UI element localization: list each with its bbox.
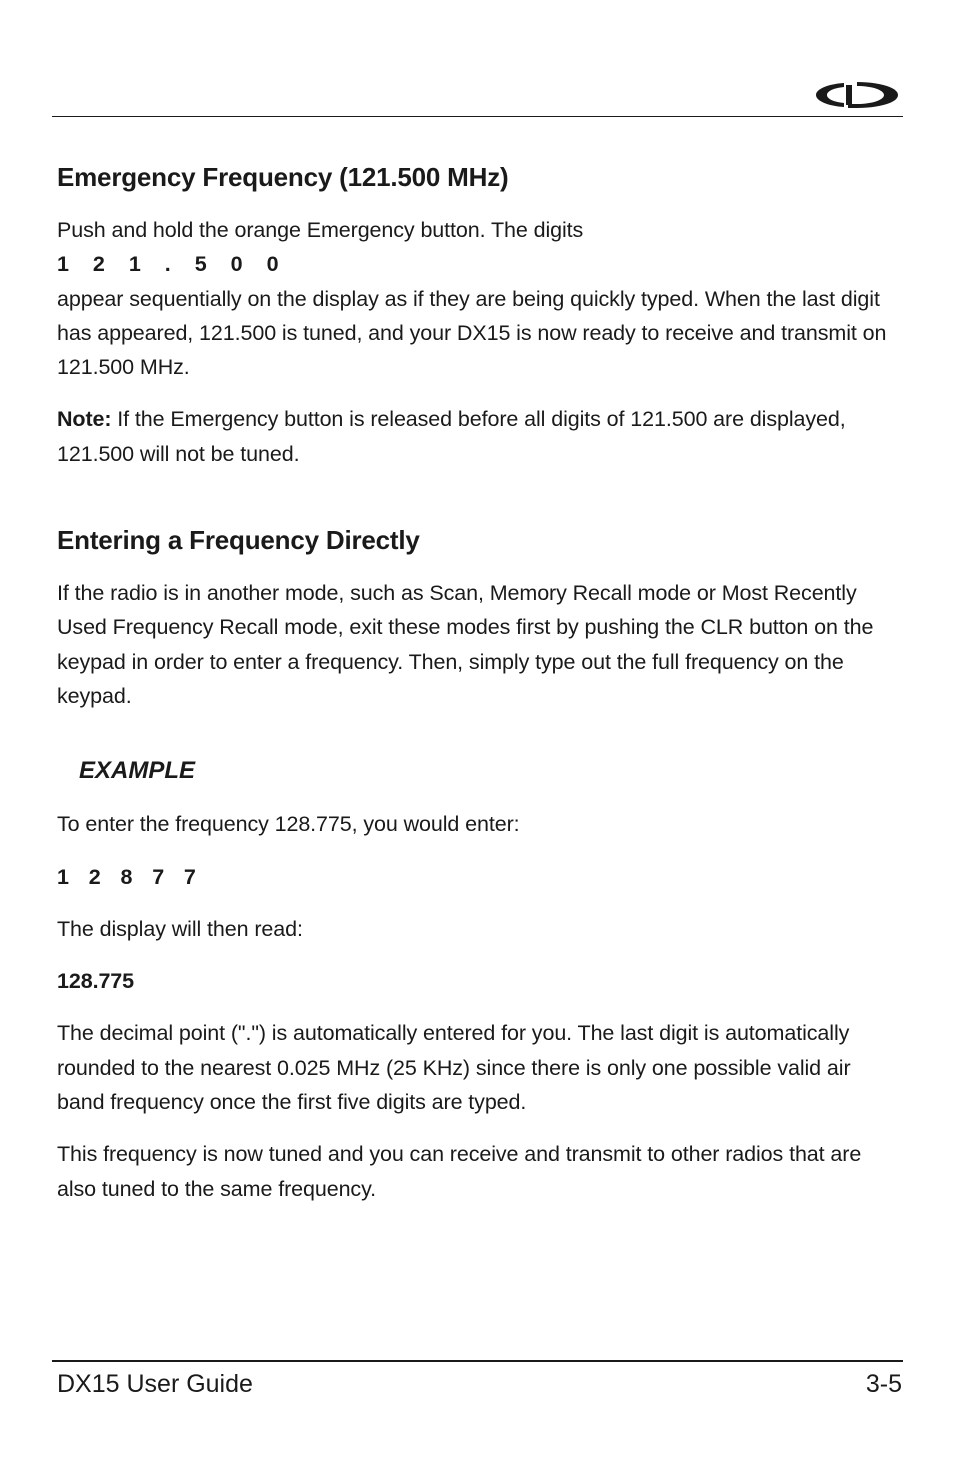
note-text: If the Emergency button is released before all digits of 121.500 are displayed, 121.500 will not be tuned. <box>57 407 846 466</box>
decimal-paragraph: The decimal point (".") is automatically entered for you. The last digit is automatically rounded to the nearest 0.025 MHz (25 KHz) since there is only one possible valid air band frequency once the first five digits are typed. <box>57 1021 851 1115</box>
display-value: 128.775 <box>57 969 135 994</box>
display-intro: The display will then read: <box>57 916 303 941</box>
note-label: Note: <box>57 407 112 432</box>
footer-rule <box>52 1360 903 1362</box>
section-title-direct-entry: Entering a Frequency Directly <box>57 525 420 556</box>
direct-entry-paragraph: If the radio is in another mode, such as Scan, Memory Recall mode or Most Recently Used Frequency Recall mode, exit these modes first by pushing the CLR button on the keypad in order to enter a frequency. Then, simply type out the full frequency on the keypad. <box>57 581 874 708</box>
dynon-logo-icon <box>814 80 900 110</box>
emergency-rest: appear sequentially on the display as if they are being quickly typed. When the last digit has appeared, 121.500 is tuned, and your DX15 is now ready to receive and transmit on 121.500 MHz. <box>57 286 887 380</box>
page-content <box>57 155 902 1206</box>
emergency-line1: Push and hold the orange Emergency button. The digits <box>57 218 584 242</box>
emergency-paragraph <box>57 213 902 384</box>
footer-guide-title: DX15 User Guide <box>57 1370 253 1398</box>
emergency-digits: 1 2 1 . 5 0 0 <box>57 252 288 277</box>
header-rule <box>52 116 903 117</box>
example-heading: EXAMPLE <box>79 757 196 785</box>
tuned-paragraph: This frequency is now tuned and you can receive and transmit to other radios that are also tuned to the same frequency. <box>57 1142 862 1201</box>
example-keys: 1 2 8 7 7 <box>57 864 196 889</box>
footer-page-number: 3-5 <box>865 1370 902 1398</box>
section-title-emergency: Emergency Frequency (121.500 MHz) <box>57 162 509 192</box>
example-intro: To enter the frequency 128.775, you would enter: <box>57 812 520 837</box>
note-paragraph <box>57 402 902 471</box>
